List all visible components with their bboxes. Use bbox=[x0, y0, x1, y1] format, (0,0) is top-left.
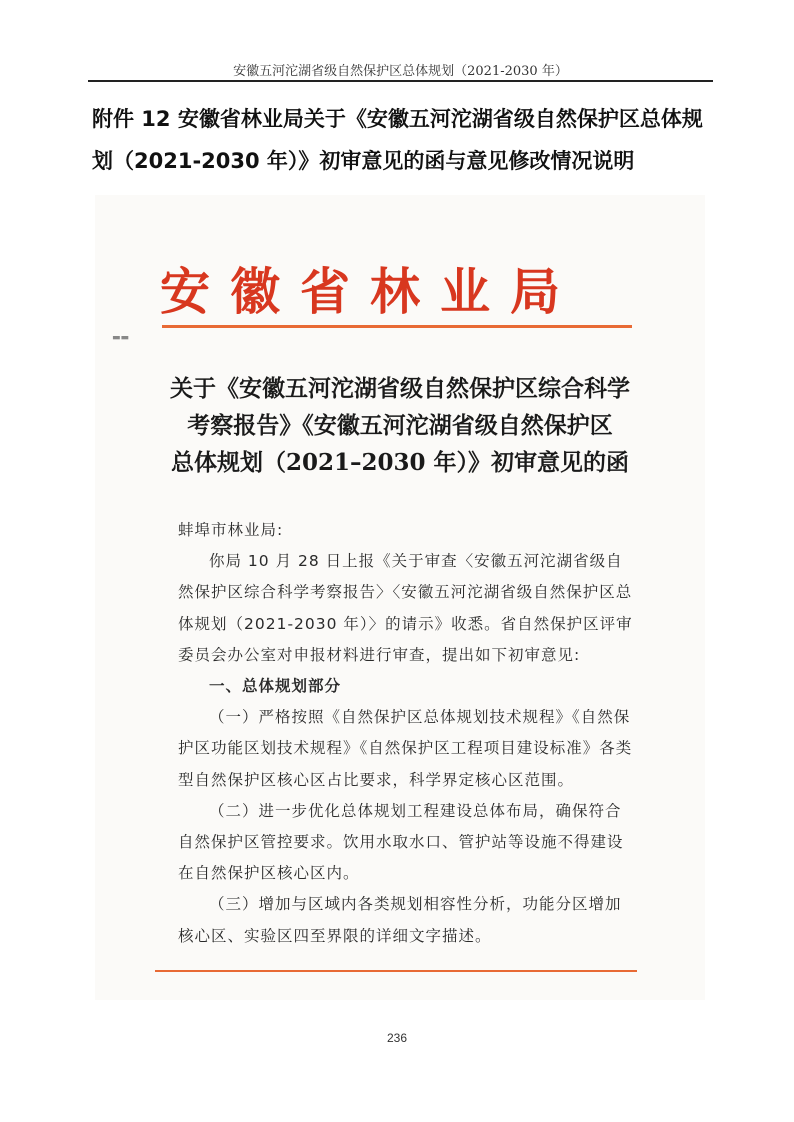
letter-title bbox=[150, 370, 650, 481]
opinion-item: （三）增加与区域内各类规划相容性分析，功能分区增加核心区、实验区四至界限的详细文字描述。 bbox=[178, 895, 622, 945]
agency-letterhead: 安徽省林业局 bbox=[160, 262, 580, 321]
section-heading: 一、总体规划部分 bbox=[209, 677, 342, 696]
attachment-title: 附件 12 安徽省林业局关于《安徽五河沱湖省级自然保护区总体规划（2021-2030 年）》初审意见的函与意见修改情况说明 bbox=[92, 107, 703, 173]
scan-mark: ▬▬ bbox=[112, 333, 130, 343]
addressee: 蚌埠市林业局: bbox=[178, 521, 284, 539]
page-number: 236 bbox=[386, 1031, 408, 1045]
intro-paragraph: 你局 10 月 28 日上报《关于审查〈安徽五河沱湖省级自然保护区综合科学考察报告〉〈安徽五河沱湖省级自然保护区总体规划（2021-2030 年）〉的请示》收悉。省自然保护区评审委员会办公室对申报材料进行审查，提出如下初审意见: bbox=[178, 552, 633, 664]
running-header: 安徽五河沱湖省级自然保护区总体规划（2021-2030 年） bbox=[233, 64, 568, 79]
letter-bottom-rule bbox=[155, 970, 637, 972]
opinion-item: （二）进一步优化总体规划工程建设总体布局，确保符合自然保护区管控要求。饮用水取水口、管护站等设施不得建设在自然保护区核心区内。 bbox=[178, 801, 624, 883]
letter-title-line: 考察报告》《安徽五河沱湖省级自然保护区 bbox=[187, 412, 613, 439]
header-rule bbox=[88, 80, 713, 82]
letterhead-red-rule bbox=[162, 325, 632, 328]
opinion-item: （一）严格按照《自然保护区总体规划技术规程》《自然保护区功能区划技术规程》《自然保护区工程项目建设标准》各类型自然保护区核心区占比要求，科学界定核心区范围。 bbox=[178, 708, 633, 789]
letter-title-line: 总体规划（2021–2030 年）》初审意见的函 bbox=[170, 449, 630, 476]
letter-body bbox=[178, 515, 633, 952]
letter-title-line: 关于《安徽五河沱湖省级自然保护区综合科学 bbox=[170, 375, 630, 402]
